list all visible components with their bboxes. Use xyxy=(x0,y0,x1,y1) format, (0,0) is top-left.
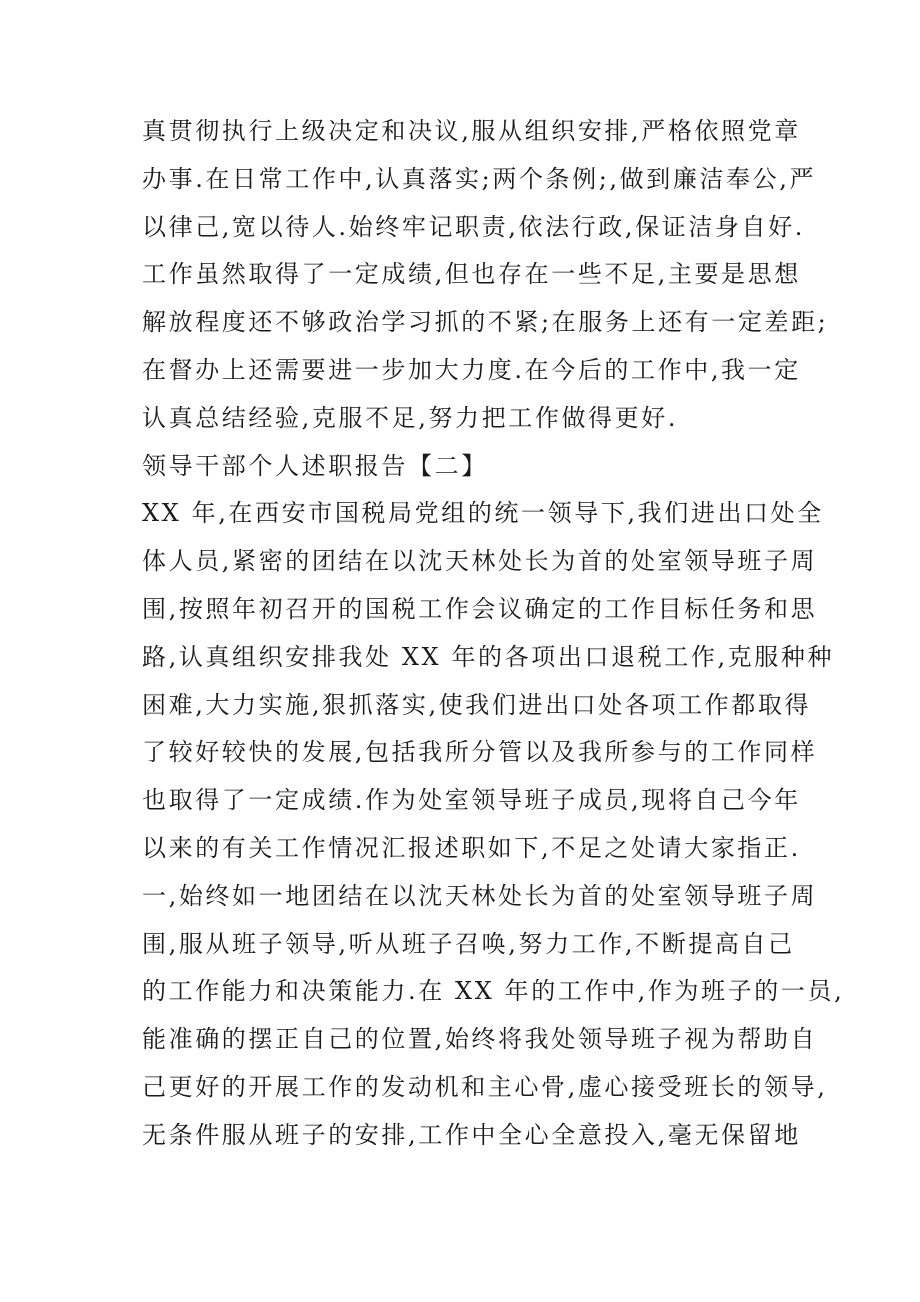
text-line: 解放程度还不够政治学习抓的不紧;在服务上还有一定差距; xyxy=(142,308,829,337)
text-line: 也取得了一定成绩.作为处室领导班子成员,现将自己今年 xyxy=(142,786,801,815)
text-line: 认真总结经验,克服不足,努力把工作做得更好. xyxy=(142,403,679,432)
text-line: 围,服从班子领导,听从班子召唤,努力工作,不断提高自己 xyxy=(142,929,795,958)
text-line: 工作虽然取得了一定成绩,但也存在一些不足,主要是思想 xyxy=(142,260,801,289)
text-line: 己更好的开展工作的发动机和主心骨,虚心接受班长的领导, xyxy=(142,1072,828,1101)
text-line: 在督办上还需要进一步加大力度.在今后的工作中,我一定 xyxy=(142,355,801,384)
text-line: 真贯彻执行上级决定和决议,服从组织安排,严格依照党章 xyxy=(142,117,801,145)
text-line: 困难,大力实施,狠抓落实,使我们进出口处各项工作都取得 xyxy=(142,690,812,719)
text-line: 一,始终如一地团结在以沈天林处长为首的处室领导班子周 xyxy=(142,881,818,910)
text-line: 无条件服从班子的安排,工作中全心全意投入,毫无保留地 xyxy=(142,1120,801,1149)
text-line: 体人员,紧密的团结在以沈天林处长为首的处室领导班子周 xyxy=(142,547,818,576)
text-line: 能准确的摆正自己的位置,始终将我处领导班子视为帮助自 xyxy=(142,1025,818,1054)
section-heading: 领导干部个人述职报告【二】 xyxy=(142,451,488,480)
text-line: XX 年,在西安市国税局党组的统一领导下,我们进出口处全 xyxy=(142,499,824,528)
text-line: 的工作能力和决策能力.在 XX 年的工作中,作为班子的一员, xyxy=(142,977,845,1006)
document-body xyxy=(142,108,845,1160)
text-line: 了较好较快的发展,包括我所分管以及我所参与的工作同样 xyxy=(142,738,818,767)
text-line: 以律己,宽以待人.始终牢记职责,依法行政,保证洁身自好. xyxy=(142,212,805,241)
text-line: 路,认真组织安排我处 XX 年的各项出口退税工作,克服种种 xyxy=(142,642,835,671)
text-line: 办事.在日常工作中,认真落实;两个条例;,做到廉洁奉公,严 xyxy=(142,164,817,193)
text-line: 围,按照年初召开的国税工作会议确定的工作目标任务和思 xyxy=(142,594,818,623)
text-line: 以来的有关工作情况汇报述职如下,不足之处请大家指正. xyxy=(142,833,801,862)
